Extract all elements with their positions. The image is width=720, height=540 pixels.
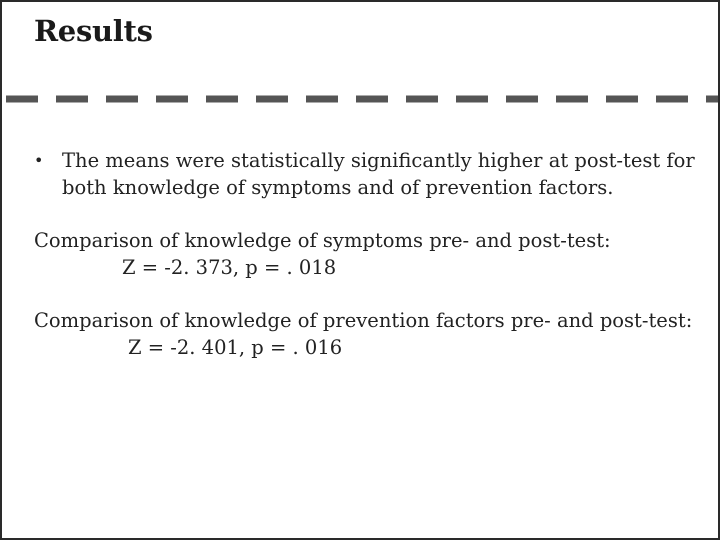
slide-body bbox=[34, 147, 700, 361]
comparison-prevention bbox=[34, 307, 700, 361]
comparison-stat: Z = -2. 373, p = . 018 bbox=[122, 256, 337, 279]
bullet-item bbox=[34, 147, 700, 201]
bullet-text: The means were statistically significantly higher at post-test for both knowledge of symptoms and of prevention factors. bbox=[62, 149, 695, 199]
slide-title: Results bbox=[34, 14, 153, 48]
comparison-stat: Z = -2. 401, p = . 016 bbox=[128, 336, 343, 359]
dashed-divider-line bbox=[2, 95, 718, 103]
comparison-label: Comparison of knowledge of prevention factors pre- and post-test: bbox=[34, 309, 693, 332]
comparison-symptoms bbox=[34, 227, 700, 281]
bullet-icon: • bbox=[34, 151, 44, 170]
dashed-divider bbox=[2, 88, 718, 96]
comparison-label: Comparison of knowledge of symptoms pre- and post-test: bbox=[34, 229, 611, 252]
